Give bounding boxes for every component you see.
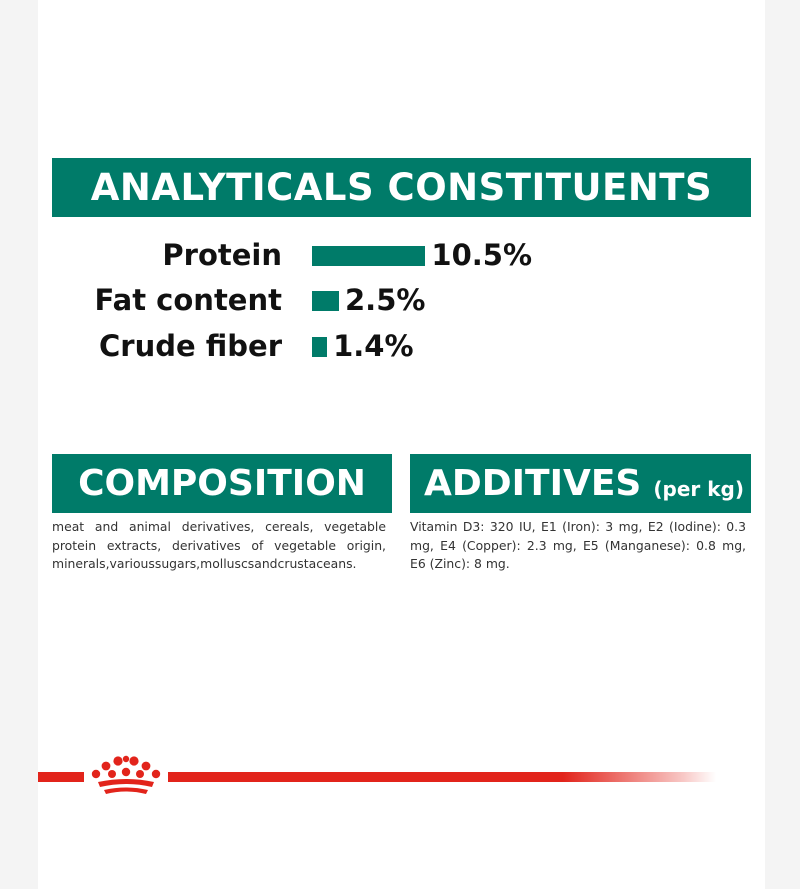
analytics-title: ANALYTICALS CONSTITUENTS (90, 166, 713, 209)
additives-text: Vitamin D3: 320 IU, E1 (Iron): 3 mg, E2 (Iodine): 0.3 mg, E4 (Copper): 2.3 mg, E5 (Manganese): 0.8 mg, E6 (Zinc): 8 mg. (410, 519, 746, 571)
constituent-bar (312, 337, 327, 357)
constituent-bar (312, 246, 425, 266)
brand-rule-right (168, 772, 716, 782)
analytics-heading (52, 158, 751, 217)
brand-rule-left (38, 772, 84, 782)
constituent-row-fat (52, 283, 652, 323)
constituent-row-protein (52, 238, 652, 278)
constituent-value: 2.5% (345, 283, 426, 317)
constituent-row-fiber (52, 329, 652, 369)
additives-heading (410, 454, 751, 513)
composition-title: COMPOSITION (78, 463, 366, 504)
constituent-label: Crude fiber (99, 329, 282, 363)
constituent-value: 1.4% (333, 329, 414, 363)
additives-title: ADDITIVES (424, 463, 642, 504)
royal-crown-icon (88, 752, 164, 798)
constituent-value: 10.5% (431, 238, 532, 272)
constituent-bar (312, 291, 339, 311)
constituent-label: Protein (162, 238, 282, 272)
additives-subtitle: (per kg) (653, 476, 744, 501)
constituent-label: Fat content (94, 283, 282, 317)
composition-text: meat and animal derivatives, cereals, vegetable protein extracts, derivatives of vegetable origin, minerals,varioussugars,molluscsandcrustaceans. (52, 519, 386, 571)
composition-heading (52, 454, 392, 513)
